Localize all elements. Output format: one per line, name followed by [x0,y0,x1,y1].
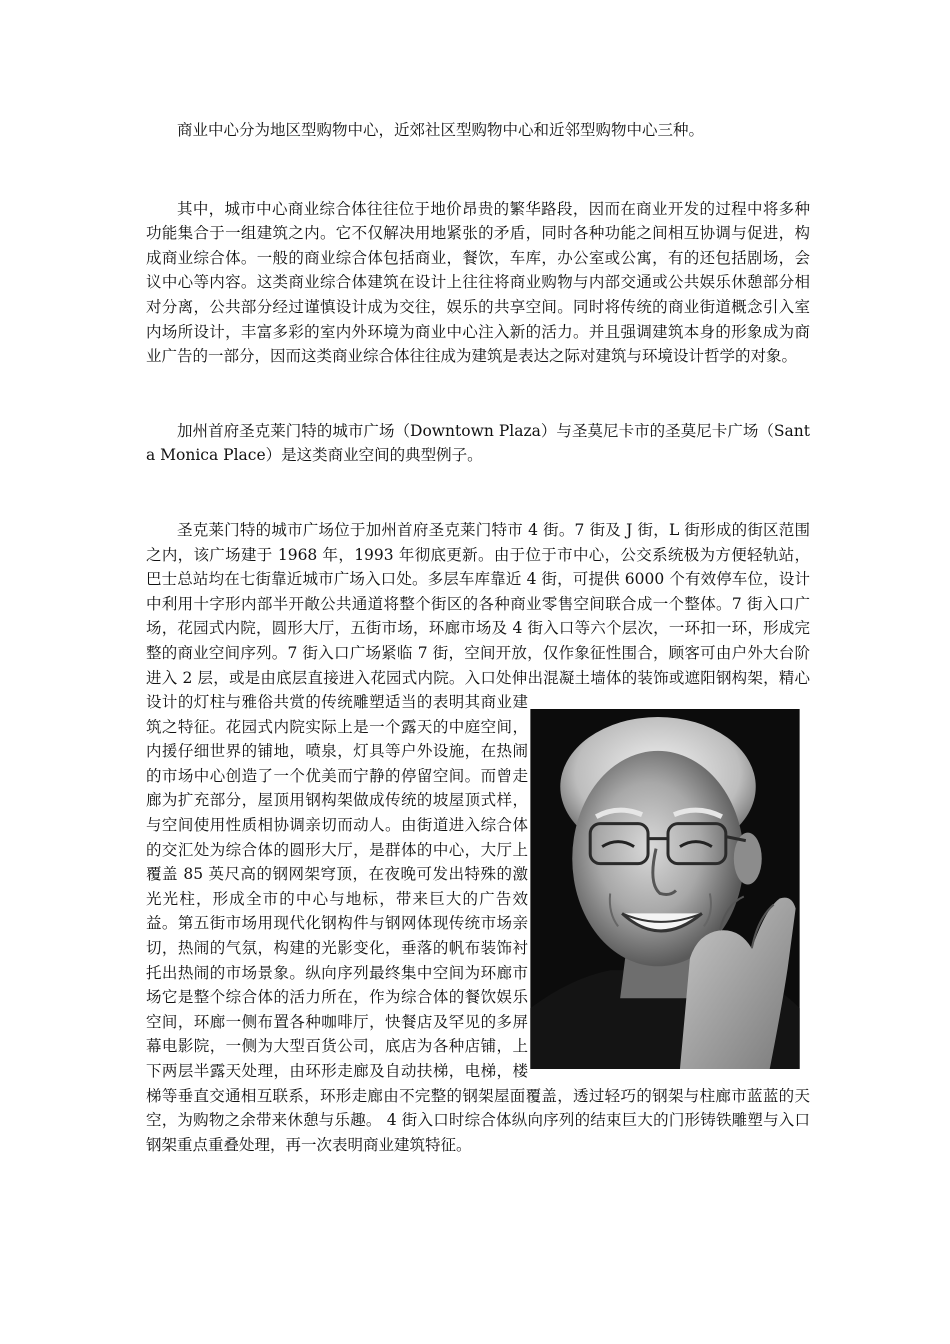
paragraph-1: 商业中心分为地区型购物中心，近郊社区型购物中心和近邻型购物中心三种。 [177,121,705,139]
paragraph-spacer [146,468,810,518]
paragraph-2: 其中，城市中心商业综合体往往位于地价昂贵的繁华路段，因而在商业开发的过程中将多种功能集合于一组建筑之内。它不仅解决用地紧张的矛盾，同时各种功能之间相互协调与促进，构成商业综合体。一般的商业综合体包括商业，餐饮，车库，办公室或公寓，有的还包括剧场，会议中心等内容。这类商业综合体建筑在设计上往往将商业购物与内部交通或公共娱乐休憩部分相对分离，公共部分经过谨慎设计成为交往，娱乐的共享空间。同时将传统的商业街道概念引入室内场所设计，丰富多彩的室内外环境为商业中心注入新的活力。并且强调建筑本身的形象成为商业广告的一部分，因而这类商业综合体往往成为建筑是表达之际对建筑与环境设计哲学的对象。 [146,199,810,366]
paragraph-spacer [146,369,810,419]
paragraph-4: 圣克莱门特的城市广场位于加州首府圣克莱门特市 4 街。7 街及 J 街，L 街形成的街区范围之内，该广场建于 1968 年，1993 年彻底更新。由于位于市中心，公交系统极为方便轻轨站，巴士总站均在七街靠近城市广场入口处。多层车库靠近 4 街，可提供 6000 个有效停车位，设计中利用十字形内部半开敞公共通道将整个街区的各种商业零售空间联合成一个整体。7 街入口广场，花园式内院，圆形大厅，五街市场，环廊市场及 4 街入口等六个层次，一环扣一环，形成完整的商业空间序列。7 街入口广场紧临 7 街，空间开放，仅作象征性围合，顾客可由户外大台阶进入 2 层，或是由底层直接进入花园式内院。入口处伸出混凝土墙体的装饰或遮阳钢构架，精心设计的灯柱与雅俗共赏的传统雕塑适当的表明其商业建筑之特征。花园式内院实际上是一个露天的中庭空间，内援仔细世界的铺地，喷泉，灯具等户外设施，在热闹的市场中心创造了一个优美而宁静的停留空间。而曾走廊为扩充部分，屋顶用钢构架做成传统的坡屋顶式样，与空间使用性质相协调亲切而动人。由街道进入综合体的交汇处为综合体的圆形大厅，是群体的中心，大厅上覆盖 85 英尺高的钢网架穹顶，在夜晚可发出特殊的激光光柱，形成全市的中心与地标，带来巨大的广告效益。第五街市场用现代化钢构件与钢网体现传统市场亲切，热闹的气氛，构建的光影变化，垂落的帆布装饰衬托出热闹的市场景象。纵向序列最终集中空间为环廊市场它是整个综合体的活力所在，作为综合体的餐饮娱乐空间，环廊一侧布置各种咖啡厅，快餐店及罕见的多屏幕电影院，一侧为大型百货公司，底店为各种店铺，上下两层半露天处理，由环形走廊及自动扶梯，电梯，楼梯等垂直交通相互联系，环形走廊由不完整的钢架屋面覆盖，透过轻巧的钢架与柱廊市蓝蓝的天空，为购物之余带来休憩与乐趣。 4 街入口时综合体纵向序列的结束巨大的门形铸铁雕塑与入口钢架重点重叠处理，再一次表明商业建筑特征。 [146,520,810,1154]
portrait-image [530,709,800,1069]
paragraph-spacer [146,143,810,197]
portrait-photo [530,709,800,1070]
paragraph-3: 加州首府圣克莱门特的城市广场（Downtown Plaza）与圣莫尼卡市的圣莫尼卡广场（Santa Monica Place）是这类商业空间的典型例子。 [146,421,810,465]
